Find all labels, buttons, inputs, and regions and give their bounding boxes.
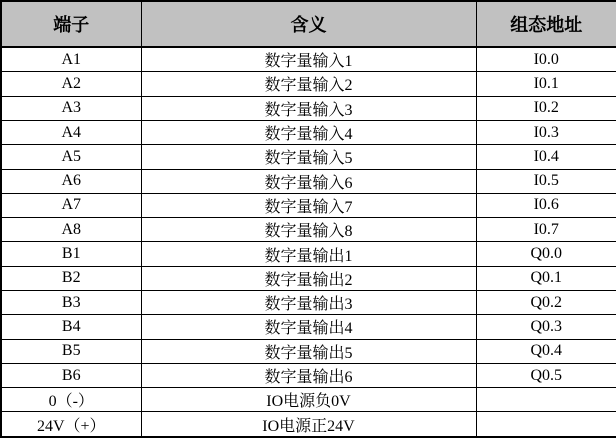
terminal-cell: A3 (1, 96, 141, 120)
address-cell: I0.2 (476, 96, 616, 120)
address-cell: I0.5 (476, 169, 616, 193)
meaning-cell: IO电源负0V (141, 388, 476, 412)
terminal-cell: A4 (1, 120, 141, 144)
terminal-cell: A6 (1, 169, 141, 193)
meaning-cell: IO电源正24V (141, 412, 476, 437)
address-cell: I0.7 (476, 218, 616, 242)
terminal-cell: B6 (1, 363, 141, 387)
table-row (1, 193, 616, 217)
meaning-cell: 数字量输出3 (141, 290, 476, 314)
table-row (1, 242, 616, 266)
table-row (1, 47, 616, 72)
terminal-cell: B2 (1, 266, 141, 290)
terminal-cell: A2 (1, 72, 141, 96)
meaning-cell: 数字量输入2 (141, 72, 476, 96)
address-cell: Q0.0 (476, 242, 616, 266)
header-address: 组态地址 (476, 1, 616, 47)
table-row (1, 218, 616, 242)
address-cell: I0.1 (476, 72, 616, 96)
address-cell: I0.0 (476, 47, 616, 72)
address-cell: Q0.5 (476, 363, 616, 387)
table-row (1, 388, 616, 412)
address-cell: I0.6 (476, 193, 616, 217)
terminal-cell: B1 (1, 242, 141, 266)
meaning-cell: 数字量输出6 (141, 363, 476, 387)
header-meaning: 含义 (141, 1, 476, 47)
terminal-cell: 24V（+） (1, 412, 141, 437)
table-row (1, 145, 616, 169)
table-row (1, 169, 616, 193)
address-cell: Q0.4 (476, 339, 616, 363)
meaning-cell: 数字量输出2 (141, 266, 476, 290)
table-row (1, 412, 616, 437)
meaning-cell: 数字量输出5 (141, 339, 476, 363)
meaning-cell: 数字量输入4 (141, 120, 476, 144)
terminal-cell: A8 (1, 218, 141, 242)
address-cell (476, 388, 616, 412)
header-row (1, 1, 616, 47)
address-cell: Q0.2 (476, 290, 616, 314)
meaning-cell: 数字量输出1 (141, 242, 476, 266)
terminal-cell: A1 (1, 47, 141, 72)
terminal-cell: A7 (1, 193, 141, 217)
meaning-cell: 数字量输入7 (141, 193, 476, 217)
address-cell: Q0.3 (476, 315, 616, 339)
terminal-cell: B4 (1, 315, 141, 339)
address-cell: I0.3 (476, 120, 616, 144)
table-row (1, 120, 616, 144)
terminal-cell: B5 (1, 339, 141, 363)
table-row (1, 363, 616, 387)
table-row (1, 266, 616, 290)
table-row (1, 315, 616, 339)
meaning-cell: 数字量输入3 (141, 96, 476, 120)
meaning-cell: 数字量输入1 (141, 47, 476, 72)
table-row (1, 72, 616, 96)
terminal-cell: B3 (1, 290, 141, 314)
table-row (1, 339, 616, 363)
address-cell: I0.4 (476, 145, 616, 169)
terminal-cell: A5 (1, 145, 141, 169)
table-row (1, 96, 616, 120)
meaning-cell: 数字量输入8 (141, 218, 476, 242)
address-cell: Q0.1 (476, 266, 616, 290)
table-row (1, 290, 616, 314)
meaning-cell: 数字量输出4 (141, 315, 476, 339)
meaning-cell: 数字量输入5 (141, 145, 476, 169)
address-cell (476, 412, 616, 437)
terminal-cell: 0（-） (1, 388, 141, 412)
header-terminal: 端子 (1, 1, 141, 47)
meaning-cell: 数字量输入6 (141, 169, 476, 193)
